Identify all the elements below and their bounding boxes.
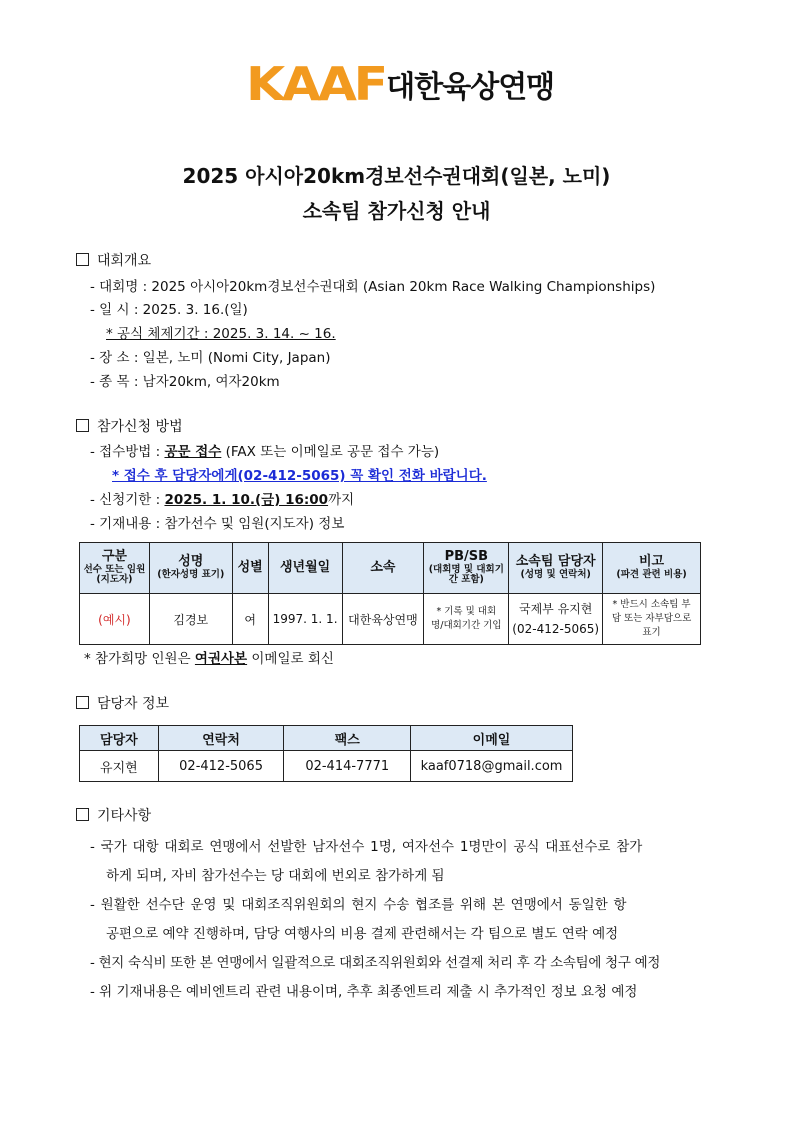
cell-type: (예시) bbox=[80, 594, 150, 645]
header-name: 성명 (한자성명 표기) bbox=[149, 543, 232, 594]
header-birth: 생년월일 bbox=[268, 543, 342, 594]
checkbox-square-icon bbox=[76, 253, 89, 266]
contact-phone: 02-412-5065 bbox=[158, 751, 284, 782]
section-other-heading: 기타사항 bbox=[76, 805, 151, 825]
other-item-1b: 하게 되며, 자비 참가선수는 당 대회에 번외로 참가하게 됨 bbox=[106, 868, 445, 884]
other-item-2a: - 원활한 선수단 운영 및 대회조직위원회의 현지 수송 협조를 위해 본 연맹에서 동일한 항 bbox=[90, 897, 627, 913]
header-contact: 소속팀 담당자 (성명 및 연락처) bbox=[509, 543, 603, 594]
section-overview-heading: 대회개요 bbox=[76, 250, 151, 270]
overview-events: - 종 목 : 남자20km, 여자20km bbox=[90, 374, 280, 390]
header-record: PB/SB (대회명 및 대회기간 포함) bbox=[424, 543, 509, 594]
document-subtitle: 소속팀 참가신청 안내 bbox=[302, 199, 491, 223]
overview-venue: - 장 소 : 일본, 노미 (Nomi City, Japan) bbox=[90, 350, 331, 366]
other-item-4: - 위 기재내용은 예비엔트리 관련 내용이며, 추후 최종엔트리 제출 시 추가적인 정보 요청 예정 bbox=[90, 984, 638, 1000]
cell-record: * 기록 및 대회명/대회기간 기입 bbox=[424, 594, 509, 645]
cell-contact: 국제부 유지현 (02-412-5065) bbox=[509, 594, 603, 645]
cell-team: 대한육상연맹 bbox=[342, 594, 424, 645]
header-gender: 성별 bbox=[232, 543, 268, 594]
kaaf-logo bbox=[246, 57, 554, 111]
contact-manager: 유지현 bbox=[80, 751, 159, 782]
contact-table bbox=[79, 725, 573, 782]
table-header-row bbox=[80, 543, 701, 594]
logo-name: 대한육상연맹 bbox=[386, 70, 555, 105]
cell-gender: 여 bbox=[232, 594, 268, 645]
method-deadline: - 신청기한 : 2025. 1. 10.(금) 16:00까지 bbox=[90, 492, 355, 508]
logo-mark: KAAF bbox=[246, 57, 385, 111]
other-item-2b: 공편으로 예약 진행하며, 담당 여행사의 비용 결제 관련해서는 각 팀으로 별도 연락 예정 bbox=[106, 926, 619, 942]
application-table bbox=[79, 542, 701, 645]
overview-date: - 일 시 : 2025. 3. 16.(일) bbox=[90, 302, 248, 318]
header-type: 구분 선수 또는 임원(지도자) bbox=[80, 543, 150, 594]
contact-email: kaaf0718@gmail.com bbox=[411, 751, 573, 782]
method-submit: - 접수방법 : 공문 접수 (FAX 또는 이메일로 공문 접수 가능) bbox=[90, 444, 440, 460]
passport-note: * 참가희망 인원은 여권사본 이메일로 회신 bbox=[84, 651, 334, 667]
contact-header-phone: 연락처 bbox=[158, 726, 284, 751]
checkbox-square-icon bbox=[76, 696, 89, 709]
table-row bbox=[80, 594, 701, 645]
method-content: - 기재내용 : 참가선수 및 임원(지도자) 정보 bbox=[90, 516, 345, 532]
cell-name: 김경보 bbox=[149, 594, 232, 645]
document-title: 2025 아시아20km경보선수권대회(일본, 노미) bbox=[182, 164, 611, 188]
contact-header-row bbox=[80, 726, 573, 751]
overview-event: - 대회명 : 2025 아시아20km경보선수권대회 (Asian 20km Race Walking Championships) bbox=[90, 279, 656, 295]
contact-header-email: 이메일 bbox=[411, 726, 573, 751]
section-method-heading: 참가신청 방법 bbox=[76, 416, 183, 436]
section-contact-heading: 담당자 정보 bbox=[76, 693, 169, 713]
table-row bbox=[80, 751, 573, 782]
contact-header-manager: 담당자 bbox=[80, 726, 159, 751]
method-confirm-note: * 접수 후 담당자에게(02-412-5065) 꼭 확인 전화 바랍니다. bbox=[112, 468, 487, 484]
header-team: 소속 bbox=[342, 543, 424, 594]
header-note: 비고 (파견 관련 비용) bbox=[603, 543, 701, 594]
cell-note: * 반드시 소속팀 부담 또는 자부담으로 표기 bbox=[603, 594, 701, 645]
contact-fax: 02-414-7771 bbox=[284, 751, 411, 782]
checkbox-square-icon bbox=[76, 419, 89, 432]
checkbox-square-icon bbox=[76, 808, 89, 821]
overview-official-period: * 공식 체제기간 : 2025. 3. 14. ~ 16. bbox=[106, 326, 336, 342]
cell-birth: 1997. 1. 1. bbox=[268, 594, 342, 645]
other-item-1a: - 국가 대항 대회로 연맹에서 선발한 남자선수 1명, 여자선수 1명만이 공식 대표선수로 참가 bbox=[90, 839, 643, 855]
contact-header-fax: 팩스 bbox=[284, 726, 411, 751]
other-item-3: - 현지 숙식비 또한 본 연맹에서 일괄적으로 대회조직위원회와 선결제 처리 후 각 소속팀에 청구 예정 bbox=[90, 955, 661, 971]
